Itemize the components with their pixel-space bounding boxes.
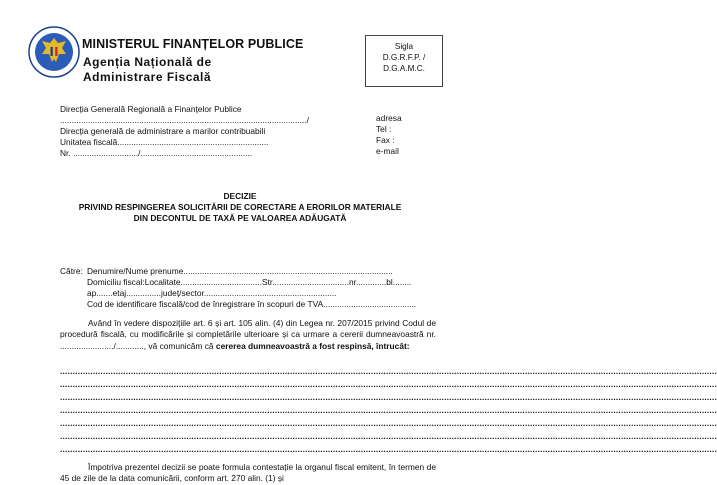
contact-email: e-mail xyxy=(376,146,399,156)
recipient-label: Către: xyxy=(60,266,83,276)
recipient-line: Cod de identificare fiscală/cod de înregistrare în scopuri de TVA........................................ xyxy=(87,299,417,309)
romania-coat-of-arms-logo xyxy=(28,26,80,78)
agency-name-line1: Agenția Națională de xyxy=(83,55,212,69)
sigla-line1: D.G.R.F.P. / xyxy=(382,53,426,62)
decision-text-bold: cererea dumneavoastră a fost respinsă, întrucât: xyxy=(215,340,410,351)
reason-dotted-line: .................................................................................................................................................................................................................................................................... xyxy=(60,444,717,454)
title-line1: DECIZIE xyxy=(223,191,257,201)
recipient-details xyxy=(87,266,416,310)
issuer-line: Nr. ............................/................................................ xyxy=(60,148,253,158)
sigla-line2: D.G.A.M.C. xyxy=(383,64,425,73)
document-title xyxy=(0,191,480,224)
issuer-line: Unitatea fiscală................................................................. xyxy=(60,137,269,147)
recipient-line: Denumire/Nume prenume.......................................................................................... xyxy=(87,266,393,276)
decision-text: Având în vedere dispozițiile art. 6 și art. 105 alin. (4) din Legea nr. 207/2015 privind Codul de procedură fiscală, cu modificările și completările ulterioare și ca urmare a cererii dumneavoastră nr. ......................./............, vă comunicăm că xyxy=(60,318,436,351)
recipient-line: ap.......etaj...............județ/sector......................................................... xyxy=(87,288,337,298)
sigla-label: Sigla xyxy=(394,42,414,51)
contact-details xyxy=(376,113,402,157)
reason-dotted-line: .................................................................................................................................................................................................................................................................... xyxy=(60,405,717,415)
agency-name xyxy=(83,55,212,85)
issuer-line: ........................................................................................................../ xyxy=(60,115,309,125)
decision-paragraph xyxy=(60,318,436,352)
recipient-line: Domiciliu fiscal:Localitate...................................Str.................................nr.............bl........ xyxy=(87,277,412,287)
contact-fax: Fax : xyxy=(376,135,395,145)
ministry-name: MINISTERUL FINANȚELOR PUBLICE xyxy=(82,37,304,51)
sigla-box xyxy=(365,35,443,87)
issuer-details xyxy=(60,104,309,159)
title-line3: DIN DECONTUL DE TAXĂ PE VALOAREA ADĂUGATĂ xyxy=(133,213,347,223)
reason-dotted-line: .................................................................................................................................................................................................................................................................... xyxy=(60,431,717,441)
reason-dotted-line: .................................................................................................................................................................................................................................................................... xyxy=(60,379,717,389)
reason-dotted-line: .................................................................................................................................................................................................................................................................... xyxy=(60,392,717,402)
issuer-line: Direcția Generală Regională a Finanțelor Publice xyxy=(60,104,242,114)
issuer-line: Direcția generală de administrare a marilor contribuabili xyxy=(60,126,266,136)
reason-dotted-line: .................................................................................................................................................................................................................................................................... xyxy=(60,418,717,428)
contact-address: adresa xyxy=(376,113,402,123)
agency-name-line2: Administrare Fiscală xyxy=(83,70,212,84)
title-line2: PRIVIND RESPINGEREA SOLICITĂRII DE CORECTARE A ERORILOR MATERIALE xyxy=(78,202,402,212)
appeal-paragraph: Împotriva prezentei decizii se poate formula contestație la organul fiscal emitent, în termen de 45 de zile de la data comunicării, conform art. 270 alin. (1) și xyxy=(60,462,436,484)
reason-dotted-line: .................................................................................................................................................................................................................................................................... xyxy=(60,366,717,376)
contact-phone: Tel : xyxy=(376,124,392,134)
